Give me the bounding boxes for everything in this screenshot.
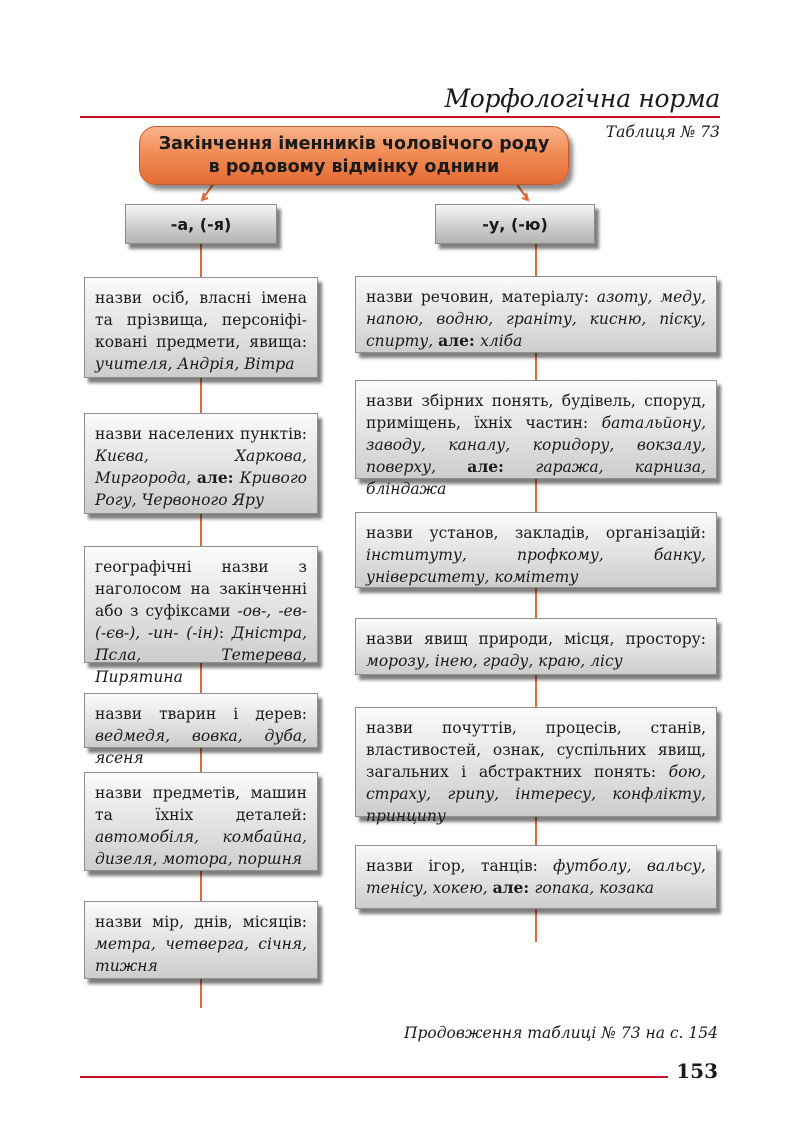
- left-arrow-shaft: [202, 183, 214, 200]
- box-text-segment: інституту, профкому, банку, університету, комітету: [366, 546, 706, 586]
- box-text-segment: батальйону, заводу, каналу, коридору, вокзалу, поверху,: [366, 414, 706, 476]
- box-text-segment: :: [218, 624, 232, 642]
- box-text-segment: Кривого Рогу, Червоного Яру: [95, 469, 307, 509]
- box-text-segment: назви явищ природи, місця, простору:: [366, 630, 706, 648]
- box-text-segment: назви речовин, матеріалу:: [366, 288, 597, 306]
- footer-rule: [80, 1076, 668, 1078]
- box-text-segment: азоту, меду, напою, водню, граніту, кисню, піску, спирту,: [366, 288, 706, 350]
- box-text-segment: Дністра, Псла, Тетерева, Пирятина: [95, 624, 308, 686]
- box-text-segment: назви населених пунктів:: [95, 425, 307, 443]
- box-text-segment: але:: [467, 457, 536, 476]
- left-box-geographic: [84, 546, 318, 686]
- box-text-segment: учителя, Андрія, Вітра: [95, 355, 295, 373]
- main-title-line2: в родовому відмінку однини: [208, 156, 500, 177]
- left-box-measures: [84, 901, 318, 979]
- box-text-segment: назви почуттів, процесів, станів, властивостей, ознак, суспільних явищ, загальних і абстрактних понять:: [366, 719, 706, 781]
- box-text-segment: автомобіля, комбайна, дизеля, мотора, поршня: [95, 828, 307, 868]
- right-box-games: [355, 845, 717, 909]
- right-box-collective: [355, 380, 717, 498]
- right-arrow-shaft: [516, 183, 528, 200]
- box-text-segment: -ов-, -ев- (-єв-), -ин- (-ін): [95, 602, 307, 642]
- box-text-segment: назви мір, днів, місяців:: [95, 913, 307, 931]
- box-text-segment: ведмедя, вовка, дуба, ясеня: [95, 727, 307, 767]
- box-text-segment: але:: [438, 331, 481, 350]
- box-text-segment: але:: [492, 878, 535, 897]
- box-text-segment: назви осіб, власні імена та прізвища, персоніфіковані предмети, явища:: [95, 289, 307, 351]
- section-title: Морфологічна норма: [444, 84, 720, 113]
- right-box-institutions: [355, 512, 717, 588]
- box-text-segment: бою, страху, грипу, інтересу, конфлікту, принципу: [366, 763, 706, 825]
- box-text-segment: гопака, козака: [534, 879, 655, 897]
- left-box-objects: [84, 772, 318, 871]
- table-number: Таблиця № 73: [605, 123, 720, 141]
- box-text-segment: гаража, карниза, бліндажа: [366, 458, 706, 498]
- box-text-segment: назви ігор, танців:: [366, 857, 554, 875]
- right-box-feelings: [355, 707, 717, 825]
- right-column-header: -у, (-ю): [435, 204, 595, 244]
- left-box-settlements: [84, 413, 318, 514]
- right-box-substances: [355, 276, 717, 353]
- box-text-segment: назви установ, закладів, організацій:: [366, 524, 706, 542]
- page-number: 153: [676, 1059, 718, 1083]
- left-column-header: -а, (-я): [125, 204, 277, 244]
- box-text-segment: Києва, Харкова, Миргорода,: [95, 447, 307, 487]
- left-box-animals-trees: [84, 693, 318, 767]
- box-text-segment: географічні назви з наголосом на закінченні або з суфіксами: [95, 558, 307, 620]
- continuation-note: Продовження таблиці № 73 на с. 154: [403, 1024, 718, 1042]
- box-text-segment: назви збірних понять, будівель, споруд, приміщень, їхніх частин:: [366, 392, 706, 432]
- box-text-segment: хліба: [480, 332, 523, 350]
- box-text-segment: назви предметів, машин та їхніх деталей:: [95, 784, 307, 824]
- main-title-line1: Закінчення іменників чоловічого роду: [158, 133, 550, 154]
- left-box-persons: [84, 277, 318, 378]
- main-title: [139, 126, 569, 185]
- box-text-segment: морозу, інею, граду, краю, лісу: [366, 652, 623, 670]
- box-text-segment: але:: [196, 468, 240, 487]
- box-text-segment: метра, четверга, січня, тижня: [95, 935, 307, 975]
- right-box-nature: [355, 618, 717, 675]
- box-text-segment: назви тварин і дерев:: [95, 705, 307, 723]
- box-text-segment: футболу, вальсу, тенісу, хокею,: [366, 857, 706, 897]
